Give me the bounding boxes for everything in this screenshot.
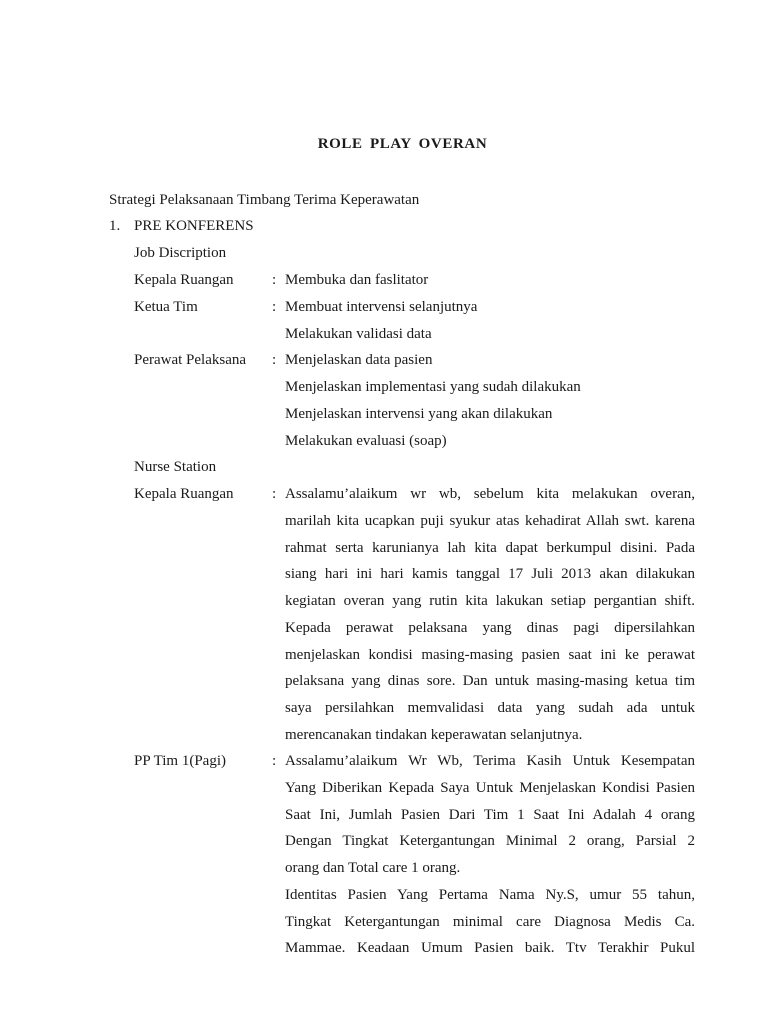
colon: : <box>272 352 277 368</box>
colon: : <box>272 753 277 769</box>
dialogue-line: marilah kita ucapkan puji syukur atas kehadirat Allah swt. karena <box>285 512 695 529</box>
dialogue-line: Yang Diberikan Kepada Saya Untuk Menjelaskan Kondisi Pasien <box>285 779 695 796</box>
dialogue-line: merencanakan tindakan keperawatan selanjutnya. <box>285 726 583 743</box>
intro-text: Strategi Pelaksanaan Timbang Terima Keperawatan <box>109 192 420 208</box>
dialogue-line: siang hari ini hari kamis tanggal 17 Juli 2013 akan dilakukan <box>285 566 695 583</box>
dialogue-line: Assalamu’alaikum wr wb, sebelum kita melakukan overan, <box>285 486 695 502</box>
role-label-perawat-pelaksana: Perawat Pelaksana <box>134 352 247 368</box>
role-task: Menjelaskan data pasien <box>285 352 433 368</box>
dialogue-line: Kepada perawat pelaksana yang dinas pagi dipersilahkan <box>285 619 695 636</box>
dialogue-line: Assalamu’alaikum Wr Wb, Terima Kasih Untuk Kesempatan <box>285 753 695 769</box>
speaker-label-pp-tim-1: PP Tim 1(Pagi) <box>134 753 226 769</box>
role-label-kepala-ruangan: Kepala Ruangan <box>134 272 234 288</box>
dialogue-line: menjelaskan kondisi masing-masing pasien saat ini ke perawat <box>285 646 695 663</box>
colon: : <box>272 272 277 288</box>
job-description-label: Job Discription <box>134 245 227 261</box>
dialogue-line: Mammae. Keadaan Umum Pasien baik. Ttv Terakhir Pukul <box>285 940 695 957</box>
section-heading: PRE KONFERENS <box>134 218 254 234</box>
dialogue-pp-tim-1 <box>285 748 695 962</box>
role-task: Membuat intervensi selanjutnya <box>285 299 478 315</box>
dialogue-line: kegiatan overan yang rutin kita lakukan setiap pergantian shift. <box>285 593 695 609</box>
role-task: Menjelaskan intervensi yang akan dilakukan <box>285 406 553 422</box>
dialogue-line: rahmat serta karunianya lah kita dapat berkumpul disini. Pada <box>285 539 695 556</box>
role-task: Melakukan evaluasi (soap) <box>285 433 447 449</box>
page-title: ROLE PLAY OVERAN <box>317 136 488 152</box>
dialogue-line: Identitas Pasien Yang Pertama Nama Ny.S, umur 55 tahun, <box>285 886 695 903</box>
dialogue-line: Dengan Tingkat Ketergantungan Minimal 2 orang, Parsial 2 <box>285 833 695 850</box>
colon: : <box>272 486 277 502</box>
speaker-label-kepala-ruangan: Kepala Ruangan <box>134 486 234 502</box>
dialogue-line: orang dan Total care 1 orang. <box>285 860 461 876</box>
dialogue-kepala-ruangan <box>285 481 695 749</box>
section-number: 1. <box>109 218 121 234</box>
dialogue-line: pelaksana yang dinas sore. Dan untuk masing-masing ketua tim <box>285 673 695 690</box>
role-task: Menjelaskan implementasi yang sudah dilakukan <box>285 379 581 395</box>
role-label-ketua-tim: Ketua Tim <box>134 299 198 315</box>
dialogue-line: Tingkat Ketergantungan minimal care Diagnosa Medis Ca. <box>285 913 695 930</box>
role-task: Melakukan validasi data <box>285 326 432 342</box>
nurse-station-label: Nurse Station <box>134 459 217 475</box>
dialogue-line: saya persilahkan memvalidasi data yang sudah ada untuk <box>285 700 695 716</box>
role-task: Membuka dan faslitator <box>285 272 429 288</box>
dialogue-line: Saat Ini, Jumlah Pasien Dari Tim 1 Saat Ini Adalah 4 orang <box>285 806 695 823</box>
colon: : <box>272 299 277 315</box>
